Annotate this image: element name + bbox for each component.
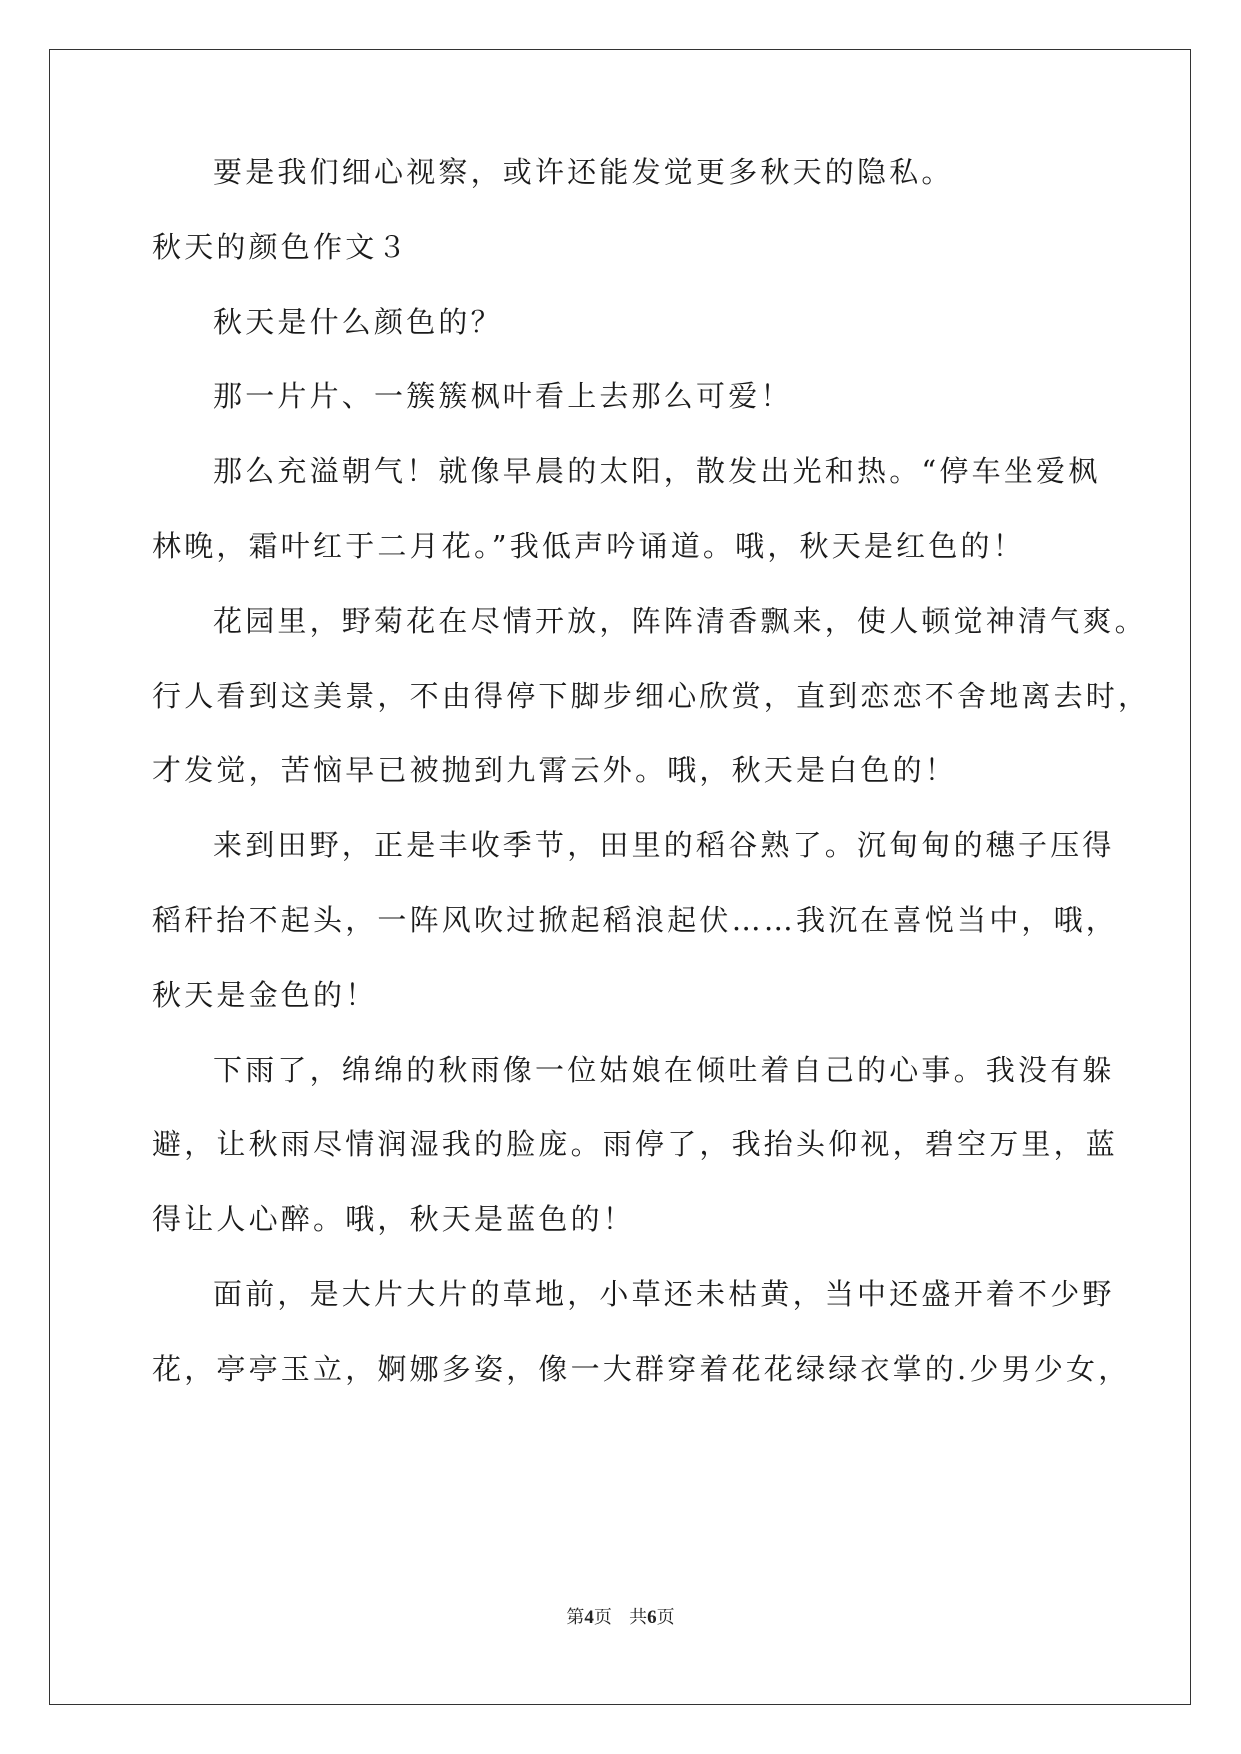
total-pages: 6 (647, 1607, 657, 1628)
total-unit: 页 (656, 1607, 675, 1628)
paragraph-line: 避，让秋雨尽情润湿我的脸庞。雨停了，我抬头仰视，碧空万里，蓝 (152, 1127, 1119, 1161)
paragraph-line: 下雨了，绵绵的秋雨像一位姑娘在倾吐着自己的心事。我没有躲 (213, 1053, 1115, 1087)
paragraph-line: 来到田野，正是丰收季节，田里的稻谷熟了。沉甸甸的穗子压得 (213, 828, 1115, 862)
paragraph-line: 那么充溢朝气！就像早晨的太阳，散发出光和热。“停车坐爱枫 (213, 454, 1101, 488)
total-prefix: 共 (629, 1607, 648, 1628)
paragraph-line: 面前，是大片大片的草地，小草还未枯黄，当中还盛开着不少野 (213, 1277, 1115, 1311)
paragraph-line: 秋天是什么颜色的？ (213, 305, 503, 339)
section-title: 秋天的颜色作文３ (152, 230, 410, 264)
paragraph-line: 花园里，野菊花在尽情开放，阵阵清香飘来，使人顿觉神清气爽。 (213, 604, 1147, 638)
paragraph-line: 才发觉，苦恼早已被抛到九霄云外。哦，秋天是白色的！ (152, 753, 958, 787)
paragraph-line: 得让人心醉。哦，秋天是蓝色的！ (152, 1202, 636, 1236)
page-border (49, 49, 1191, 1705)
paragraph-line: 要是我们细心视察，或许还能发觉更多秋天的隐私。 (213, 155, 954, 189)
paragraph-line: 林晚，霜叶红于二月花。”我低声吟诵道。哦，秋天是红色的！ (152, 529, 1025, 563)
paragraph-line: 稻秆抬不起头，一阵风吹过掀起稻浪起伏……我沉在喜悦当中，哦， (152, 903, 1119, 937)
paragraph-line: 花，亭亭玉立，婀娜多姿，像一大群穿着花花绿绿衣掌的.少男少女， (152, 1352, 1131, 1386)
page-number: 4 (584, 1607, 594, 1628)
paragraph-line: 秋天是金色的！ (152, 978, 378, 1012)
paragraph-line: 行人看到这美景，不由得停下脚步细心欣赏，直到恋恋不舍地离去时， (152, 679, 1151, 713)
page-footer (0, 1606, 1241, 1630)
page-prefix: 第 (566, 1607, 585, 1628)
paragraph-line: 那一片片、一簇簇枫叶看上去那么可爱！ (213, 379, 793, 413)
page-unit: 页 (593, 1607, 612, 1628)
